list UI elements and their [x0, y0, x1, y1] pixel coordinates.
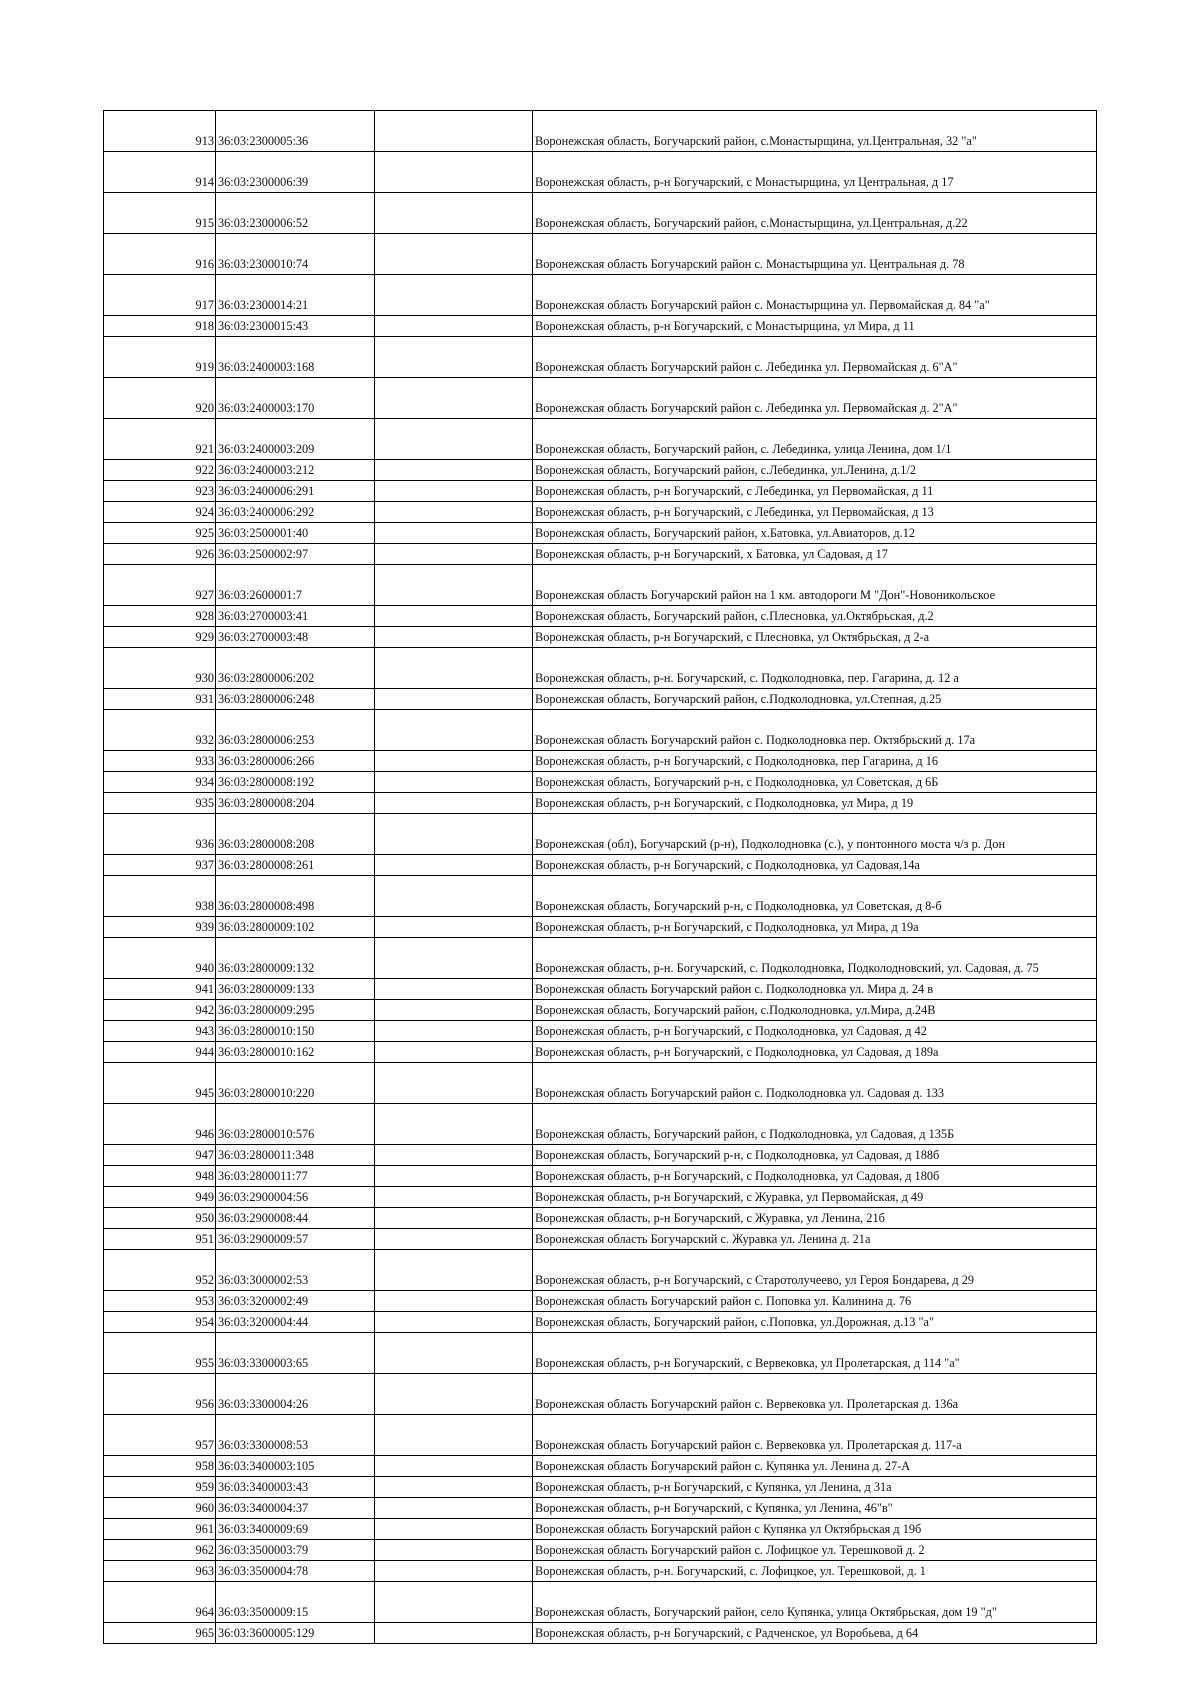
table-row — [104, 502, 1097, 523]
empty-cell — [375, 419, 533, 460]
empty-cell — [375, 111, 533, 152]
cadastral-number: 36:03:2800010:150 — [216, 1021, 375, 1042]
table-row — [104, 565, 1097, 606]
cadastral-number: 36:03:3300004:26 — [216, 1374, 375, 1415]
empty-cell — [375, 689, 533, 710]
cadastral-number: 36:03:3300008:53 — [216, 1415, 375, 1456]
row-number: 957 — [104, 1415, 216, 1456]
cadastral-number: 36:03:2900004:56 — [216, 1187, 375, 1208]
address: Воронежская область, р-н Богучарский, с Купянка, ул Ленина, д 31а — [533, 1477, 1097, 1498]
cadastral-number: 36:03:2800006:248 — [216, 689, 375, 710]
row-number: 930 — [104, 648, 216, 689]
row-number: 941 — [104, 979, 216, 1000]
cadastral-number: 36:03:2800010:162 — [216, 1042, 375, 1063]
empty-cell — [375, 1250, 533, 1291]
address: Воронежская область, р-н Богучарский, с Купянка, ул Ленина, 46"в" — [533, 1498, 1097, 1519]
table-row — [104, 1229, 1097, 1250]
address: Воронежская область, Богучарский р-н, с Подколодновка, ул Советская, д 8-б — [533, 876, 1097, 917]
table-row — [104, 1623, 1097, 1644]
row-number: 916 — [104, 234, 216, 275]
table-row — [104, 1374, 1097, 1415]
row-number: 940 — [104, 938, 216, 979]
table-row — [104, 917, 1097, 938]
row-number: 939 — [104, 917, 216, 938]
cadastral-number: 36:03:2800006:253 — [216, 710, 375, 751]
address: Воронежская область, р-н Богучарский, с Подколодновка, ул Мира, д 19 — [533, 793, 1097, 814]
address: Воронежская область, Богучарский район, с.Поповка, ул.Дорожная, д.13 "а" — [533, 1312, 1097, 1333]
row-number: 919 — [104, 337, 216, 378]
document-table-container — [103, 110, 1096, 1644]
table-row — [104, 1104, 1097, 1145]
empty-cell — [375, 1498, 533, 1519]
row-number: 958 — [104, 1456, 216, 1477]
address: Воронежская область, Богучарский район, с.Монастырщина, ул.Центральная, 32 "а" — [533, 111, 1097, 152]
table-row — [104, 1166, 1097, 1187]
row-number: 962 — [104, 1540, 216, 1561]
row-number: 934 — [104, 772, 216, 793]
address: Воронежская область Богучарский район с. Лебединка ул. Первомайская д. 2"А" — [533, 378, 1097, 419]
table-row — [104, 1582, 1097, 1623]
row-number: 953 — [104, 1291, 216, 1312]
table-row — [104, 1540, 1097, 1561]
cadastral-number: 36:03:2300014:21 — [216, 275, 375, 316]
cadastral-number: 36:03:2800006:202 — [216, 648, 375, 689]
address: Воронежская область, Богучарский р-н, с Подколодновка, ул Садовая, д 188б — [533, 1145, 1097, 1166]
table-row — [104, 1415, 1097, 1456]
table-row — [104, 1477, 1097, 1498]
empty-cell — [375, 606, 533, 627]
empty-cell — [375, 1187, 533, 1208]
table-row — [104, 814, 1097, 855]
row-number: 959 — [104, 1477, 216, 1498]
table-row — [104, 1312, 1097, 1333]
empty-cell — [375, 814, 533, 855]
table-row — [104, 1561, 1097, 1582]
cadastral-number: 36:03:2800011:348 — [216, 1145, 375, 1166]
row-number: 937 — [104, 855, 216, 876]
empty-cell — [375, 1104, 533, 1145]
address: Воронежская область, р-н Богучарский, с Радченское, ул Воробьева, д 64 — [533, 1623, 1097, 1644]
cadastral-number: 36:03:2300010:74 — [216, 234, 375, 275]
address: Воронежская область, Богучарский район, с Подколодновка, ул Садовая, д 135Б — [533, 1104, 1097, 1145]
address: Воронежская область Богучарский район с. Поповка ул. Калинина д. 76 — [533, 1291, 1097, 1312]
row-number: 943 — [104, 1021, 216, 1042]
cadastral-number: 36:03:2800008:204 — [216, 793, 375, 814]
address: Воронежская область, р-н Богучарский, с Старотолучеево, ул Героя Бондарева, д 29 — [533, 1250, 1097, 1291]
empty-cell — [375, 378, 533, 419]
address: Воронежская область Богучарский район с. Подколодновка ул. Мира д. 24 в — [533, 979, 1097, 1000]
table-row — [104, 1187, 1097, 1208]
row-number: 955 — [104, 1333, 216, 1374]
table-row — [104, 275, 1097, 316]
address: Воронежская область Богучарский район с. Лофицкое ул. Терешковой д. 2 — [533, 1540, 1097, 1561]
address: Воронежская область Богучарский район с Купянка ул Октябрьская д 19б — [533, 1519, 1097, 1540]
cadastral-number: 36:03:3500004:78 — [216, 1561, 375, 1582]
empty-cell — [375, 1312, 533, 1333]
table-row — [104, 1042, 1097, 1063]
empty-cell — [375, 481, 533, 502]
empty-cell — [375, 1208, 533, 1229]
empty-cell — [375, 876, 533, 917]
empty-cell — [375, 1145, 533, 1166]
cadastral-number: 36:03:2700003:48 — [216, 627, 375, 648]
row-number: 932 — [104, 710, 216, 751]
empty-cell — [375, 234, 533, 275]
cadastral-number: 36:03:3400003:105 — [216, 1456, 375, 1477]
row-number: 920 — [104, 378, 216, 419]
cadastral-number: 36:03:2800010:576 — [216, 1104, 375, 1145]
cadastral-number: 36:03:2800008:498 — [216, 876, 375, 917]
empty-cell — [375, 855, 533, 876]
empty-cell — [375, 1456, 533, 1477]
cadastral-number: 36:03:3200002:49 — [216, 1291, 375, 1312]
address: Воронежская область, р-н Богучарский, с Вервековка, ул Пролетарская, д 114 "а" — [533, 1333, 1097, 1374]
address: Воронежская область, р-н Богучарский, с Лебединка, ул Первомайская, д 13 — [533, 502, 1097, 523]
cadastral-number: 36:03:2500002:97 — [216, 544, 375, 565]
table-row — [104, 751, 1097, 772]
cadastral-number: 36:03:2800009:132 — [216, 938, 375, 979]
table-row — [104, 627, 1097, 648]
address: Воронежская область, Богучарский р-н, с Подколодновка, ул Советская, д 6Б — [533, 772, 1097, 793]
address: Воронежская область, р-н Богучарский, с Монастырщина, ул Мира, д 11 — [533, 316, 1097, 337]
row-number: 947 — [104, 1145, 216, 1166]
row-number: 944 — [104, 1042, 216, 1063]
row-number: 915 — [104, 193, 216, 234]
address: Воронежская область, р-н Богучарский, с Монастырщина, ул Центральная, д 17 — [533, 152, 1097, 193]
row-number: 948 — [104, 1166, 216, 1187]
table-row — [104, 544, 1097, 565]
row-number: 933 — [104, 751, 216, 772]
empty-cell — [375, 648, 533, 689]
cadastral-number: 36:03:2800008:208 — [216, 814, 375, 855]
empty-cell — [375, 938, 533, 979]
address: Воронежская область, р-н. Богучарский, с. Подколодновка, пер. Гагарина, д. 12 а — [533, 648, 1097, 689]
table-row — [104, 378, 1097, 419]
address: Воронежская область, р-н Богучарский, с Журавка, ул Первомайская, д 49 — [533, 1187, 1097, 1208]
address: Воронежская область Богучарский район с. Монастырщина ул. Центральная д. 78 — [533, 234, 1097, 275]
empty-cell — [375, 1021, 533, 1042]
row-number: 963 — [104, 1561, 216, 1582]
empty-cell — [375, 917, 533, 938]
empty-cell — [375, 152, 533, 193]
cadastral-number: 36:03:2400003:170 — [216, 378, 375, 419]
table-row — [104, 648, 1097, 689]
table-row — [104, 979, 1097, 1000]
cadastral-number: 36:03:2400006:292 — [216, 502, 375, 523]
cadastral-number: 36:03:2300006:39 — [216, 152, 375, 193]
address: Воронежская область, р-н Богучарский, с Журавка, ул Ленина, 21б — [533, 1208, 1097, 1229]
row-number: 946 — [104, 1104, 216, 1145]
empty-cell — [375, 460, 533, 481]
cadastral-number: 36:03:2900008:44 — [216, 1208, 375, 1229]
row-number: 926 — [104, 544, 216, 565]
empty-cell — [375, 565, 533, 606]
row-number: 964 — [104, 1582, 216, 1623]
table-row — [104, 152, 1097, 193]
row-number: 952 — [104, 1250, 216, 1291]
row-number: 949 — [104, 1187, 216, 1208]
table-row — [104, 772, 1097, 793]
address: Воронежская область Богучарский район с. Монастырщина ул. Первомайская д. 84 "а" — [533, 275, 1097, 316]
property-table — [103, 110, 1097, 1644]
row-number: 918 — [104, 316, 216, 337]
row-number: 942 — [104, 1000, 216, 1021]
table-row — [104, 234, 1097, 275]
cadastral-number: 36:03:3200004:44 — [216, 1312, 375, 1333]
row-number: 923 — [104, 481, 216, 502]
table-row — [104, 876, 1097, 917]
row-number: 931 — [104, 689, 216, 710]
empty-cell — [375, 979, 533, 1000]
cadastral-number: 36:03:2800008:261 — [216, 855, 375, 876]
table-row — [104, 689, 1097, 710]
empty-cell — [375, 710, 533, 751]
table-row — [104, 1250, 1097, 1291]
address: Воронежская область Богучарский район на 1 км. автодороги М "Дон"-Новоникольское — [533, 565, 1097, 606]
empty-cell — [375, 772, 533, 793]
cadastral-number: 36:03:2800006:266 — [216, 751, 375, 772]
empty-cell — [375, 1415, 533, 1456]
row-number: 954 — [104, 1312, 216, 1333]
empty-cell — [375, 1042, 533, 1063]
cadastral-number: 36:03:3000002:53 — [216, 1250, 375, 1291]
address: Воронежская область, р-н Богучарский, с Подколодновка, пер Гагарина, д 16 — [533, 751, 1097, 772]
address: Воронежская область, Богучарский район, с. Лебединка, улица Ленина, дом 1/1 — [533, 419, 1097, 460]
row-number: 965 — [104, 1623, 216, 1644]
address: Воронежская область, р-н Богучарский, с Подколодновка, ул Садовая, д 180б — [533, 1166, 1097, 1187]
cadastral-number: 36:03:3500009:15 — [216, 1582, 375, 1623]
address: Воронежская область Богучарский район с. Подколодновка ул. Садовая д. 133 — [533, 1063, 1097, 1104]
address: Воронежская область, Богучарский район, с.Монастырщина, ул.Центральная, д.22 — [533, 193, 1097, 234]
cadastral-number: 36:03:2400003:168 — [216, 337, 375, 378]
address: Воронежская область Богучарский район с. Купянка ул. Ленина д. 27-А — [533, 1456, 1097, 1477]
empty-cell — [375, 1623, 533, 1644]
row-number: 922 — [104, 460, 216, 481]
table-row — [104, 1208, 1097, 1229]
cadastral-number: 36:03:2400003:209 — [216, 419, 375, 460]
row-number: 960 — [104, 1498, 216, 1519]
address: Воронежская область, р-н Богучарский, с Подколодновка, ул Садовая,14а — [533, 855, 1097, 876]
row-number: 938 — [104, 876, 216, 917]
row-number: 928 — [104, 606, 216, 627]
empty-cell — [375, 1229, 533, 1250]
table-row — [104, 1291, 1097, 1312]
row-number: 936 — [104, 814, 216, 855]
property-table-body — [104, 111, 1097, 1644]
row-number: 921 — [104, 419, 216, 460]
table-row — [104, 523, 1097, 544]
cadastral-number: 36:03:2800008:192 — [216, 772, 375, 793]
empty-cell — [375, 523, 533, 544]
table-row — [104, 1145, 1097, 1166]
address: Воронежская область, р-н Богучарский, х Батовка, ул Садовая, д 17 — [533, 544, 1097, 565]
address: Воронежская область, р-н Богучарский, с Подколодновка, ул Садовая, д 42 — [533, 1021, 1097, 1042]
address: Воронежская область, Богучарский район, с.Подколодновка, ул.Степная, д.25 — [533, 689, 1097, 710]
row-number: 913 — [104, 111, 216, 152]
cadastral-number: 36:03:2800009:295 — [216, 1000, 375, 1021]
table-row — [104, 419, 1097, 460]
empty-cell — [375, 751, 533, 772]
row-number: 961 — [104, 1519, 216, 1540]
cadastral-number: 36:03:2400006:291 — [216, 481, 375, 502]
address: Воронежская область Богучарский район с. Лебединка ул. Первомайская д. 6"А" — [533, 337, 1097, 378]
empty-cell — [375, 1582, 533, 1623]
table-row — [104, 1519, 1097, 1540]
cadastral-number: 36:03:2300006:52 — [216, 193, 375, 234]
empty-cell — [375, 1374, 533, 1415]
address: Воронежская область Богучарский район с. Вервековка ул. Пролетарская д. 136а — [533, 1374, 1097, 1415]
table-row — [104, 337, 1097, 378]
row-number: 914 — [104, 152, 216, 193]
table-row — [104, 710, 1097, 751]
empty-cell — [375, 316, 533, 337]
table-row — [104, 1333, 1097, 1374]
empty-cell — [375, 1519, 533, 1540]
table-row — [104, 938, 1097, 979]
cadastral-number: 36:03:2800009:133 — [216, 979, 375, 1000]
empty-cell — [375, 1540, 533, 1561]
address: Воронежская (обл), Богучарский (р-н), Подколодновка (с.), у понтонного моста ч/з р. Дон — [533, 814, 1097, 855]
address: Воронежская область, Богучарский район, х.Батовка, ул.Авиаторов, д.12 — [533, 523, 1097, 544]
row-number: 951 — [104, 1229, 216, 1250]
table-row — [104, 1021, 1097, 1042]
table-row — [104, 793, 1097, 814]
row-number: 950 — [104, 1208, 216, 1229]
row-number: 925 — [104, 523, 216, 544]
address: Воронежская область, р-н Богучарский, с Плесновка, ул Октябрьская, д 2-а — [533, 627, 1097, 648]
cadastral-number: 36:03:2900009:57 — [216, 1229, 375, 1250]
address: Воронежская область, р-н. Богучарский, с. Подколодновка, Подколодновский, ул. Садовая, д. 75 — [533, 938, 1097, 979]
address: Воронежская область, Богучарский район, село Купянка, улица Октябрьская, дом 19 "д" — [533, 1582, 1097, 1623]
address: Воронежская область Богучарский с. Журавка ул. Ленина д. 21а — [533, 1229, 1097, 1250]
cadastral-number: 36:03:3400003:43 — [216, 1477, 375, 1498]
table-row — [104, 316, 1097, 337]
cadastral-number: 36:03:2500001:40 — [216, 523, 375, 544]
address: Воронежская область, Богучарский район, с.Подколодновка, ул.Мира, д.24В — [533, 1000, 1097, 1021]
empty-cell — [375, 1063, 533, 1104]
address: Воронежская область, р-н Богучарский, с Лебединка, ул Первомайская, д 11 — [533, 481, 1097, 502]
table-row — [104, 1063, 1097, 1104]
cadastral-number: 36:03:2300015:43 — [216, 316, 375, 337]
empty-cell — [375, 544, 533, 565]
cadastral-number: 36:03:3300003:65 — [216, 1333, 375, 1374]
table-row — [104, 1498, 1097, 1519]
cadastral-number: 36:03:2400003:212 — [216, 460, 375, 481]
empty-cell — [375, 1477, 533, 1498]
empty-cell — [375, 793, 533, 814]
address: Воронежская область, р-н Богучарский, с Подколодновка, ул Мира, д 19а — [533, 917, 1097, 938]
cadastral-number: 36:03:2800009:102 — [216, 917, 375, 938]
address: Воронежская область, Богучарский район, с.Плесновка, ул.Октябрьская, д.2 — [533, 606, 1097, 627]
row-number: 929 — [104, 627, 216, 648]
address: Воронежская область, р-н. Богучарский, с. Лофицкое, ул. Терешковой, д. 1 — [533, 1561, 1097, 1582]
row-number: 956 — [104, 1374, 216, 1415]
table-row — [104, 1000, 1097, 1021]
empty-cell — [375, 1000, 533, 1021]
cadastral-number: 36:03:2800010:220 — [216, 1063, 375, 1104]
row-number: 917 — [104, 275, 216, 316]
empty-cell — [375, 1166, 533, 1187]
empty-cell — [375, 193, 533, 234]
row-number: 927 — [104, 565, 216, 606]
address: Воронежская область Богучарский район с. Подколодновка пер. Октябрьский д. 17а — [533, 710, 1097, 751]
table-row — [104, 606, 1097, 627]
cadastral-number: 36:03:2300005:36 — [216, 111, 375, 152]
table-row — [104, 460, 1097, 481]
cadastral-number: 36:03:3400009:69 — [216, 1519, 375, 1540]
row-number: 935 — [104, 793, 216, 814]
empty-cell — [375, 275, 533, 316]
cadastral-number: 36:03:2800011:77 — [216, 1166, 375, 1187]
empty-cell — [375, 502, 533, 523]
empty-cell — [375, 1561, 533, 1582]
table-row — [104, 193, 1097, 234]
table-row — [104, 855, 1097, 876]
empty-cell — [375, 1333, 533, 1374]
table-row — [104, 111, 1097, 152]
cadastral-number: 36:03:2700003:41 — [216, 606, 375, 627]
cadastral-number: 36:03:3400004:37 — [216, 1498, 375, 1519]
cadastral-number: 36:03:3500003:79 — [216, 1540, 375, 1561]
row-number: 924 — [104, 502, 216, 523]
address: Воронежская область Богучарский район с. Вервековка ул. Пролетарская д. 117-а — [533, 1415, 1097, 1456]
empty-cell — [375, 627, 533, 648]
cadastral-number: 36:03:3600005:129 — [216, 1623, 375, 1644]
row-number: 945 — [104, 1063, 216, 1104]
address: Воронежская область, Богучарский район, с.Лебединка, ул.Ленина, д.1/2 — [533, 460, 1097, 481]
address: Воронежская область, р-н Богучарский, с Подколодновка, ул Садовая, д 189а — [533, 1042, 1097, 1063]
table-row — [104, 1456, 1097, 1477]
empty-cell — [375, 337, 533, 378]
cadastral-number: 36:03:2600001:7 — [216, 565, 375, 606]
table-row — [104, 481, 1097, 502]
empty-cell — [375, 1291, 533, 1312]
